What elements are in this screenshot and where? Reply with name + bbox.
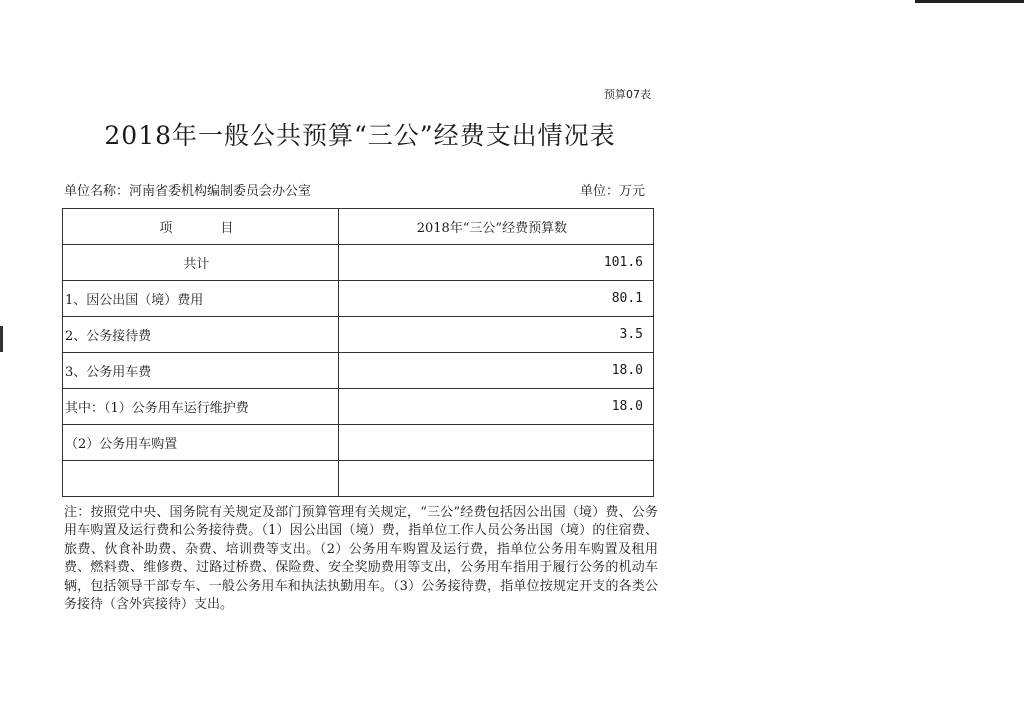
- footnote: 注：按照党中央、国务院有关规定及部门预算管理有关规定，“三公”经费包括因公出国（境）费、公务用车购置及运行费和公务接待费。（1）因公出国（境）费，指单位工作人员公务出国（境）的住宿费、旅费、伙食补助费、杂费、培训费等支出。（2）公务用车购置及运行费，指单位公务用车购置及租用费、燃料费、维修费、过路过桥费、保险费、安全奖励费用等支出，公务用车指用于履行公务的机动车辆，包括领导干部专车、一般公务用车和执法执勤用车。（3）公务接待费，指单位按规定开支的各类公务接待（含外宾接待）支出。: [64, 505, 658, 613]
- scan-edge-mark: [0, 326, 3, 352]
- row-label: 1、因公出国（境）费用: [63, 281, 339, 317]
- row-value-empty: [338, 461, 653, 497]
- table-code: 预算07表: [604, 88, 651, 101]
- row-label: （2）公务用车购置: [63, 425, 339, 461]
- row-value: 18.0: [338, 353, 653, 389]
- budget-table: [62, 208, 654, 497]
- row-value: 3.5: [338, 317, 653, 353]
- scan-edge-line: [915, 0, 1024, 3]
- table-row: [63, 353, 654, 389]
- unit-measure: 单位：万元: [580, 184, 646, 199]
- table-header-row: [63, 209, 654, 245]
- table-row: [63, 317, 654, 353]
- unit-name: 单位名称：河南省委机构编制委员会办公室: [64, 184, 312, 199]
- header-amount: 2018年“三公”经费预算数: [338, 209, 653, 245]
- header-item-char-1: 项: [159, 221, 173, 236]
- header-item: [63, 209, 339, 245]
- header-item-char-2: 目: [220, 221, 234, 236]
- row-label-empty: [63, 461, 339, 497]
- row-value-total: 101.6: [338, 245, 653, 281]
- row-value: 80.1: [338, 281, 653, 317]
- table-row: [63, 461, 654, 497]
- table-row: [63, 425, 654, 461]
- page-title: 2018年一般公共预算“三公”经费支出情况表: [104, 121, 616, 150]
- table-row: [63, 281, 654, 317]
- row-label: 2、公务接待费: [63, 317, 339, 353]
- row-label-total: 共计: [63, 245, 339, 281]
- row-value: 18.0: [338, 389, 653, 425]
- table-row: [63, 245, 654, 281]
- row-label: 其中：（1）公务用车运行维护费: [63, 389, 339, 425]
- row-label: 3、公务用车费: [63, 353, 339, 389]
- row-value: [338, 425, 653, 461]
- table-row: [63, 389, 654, 425]
